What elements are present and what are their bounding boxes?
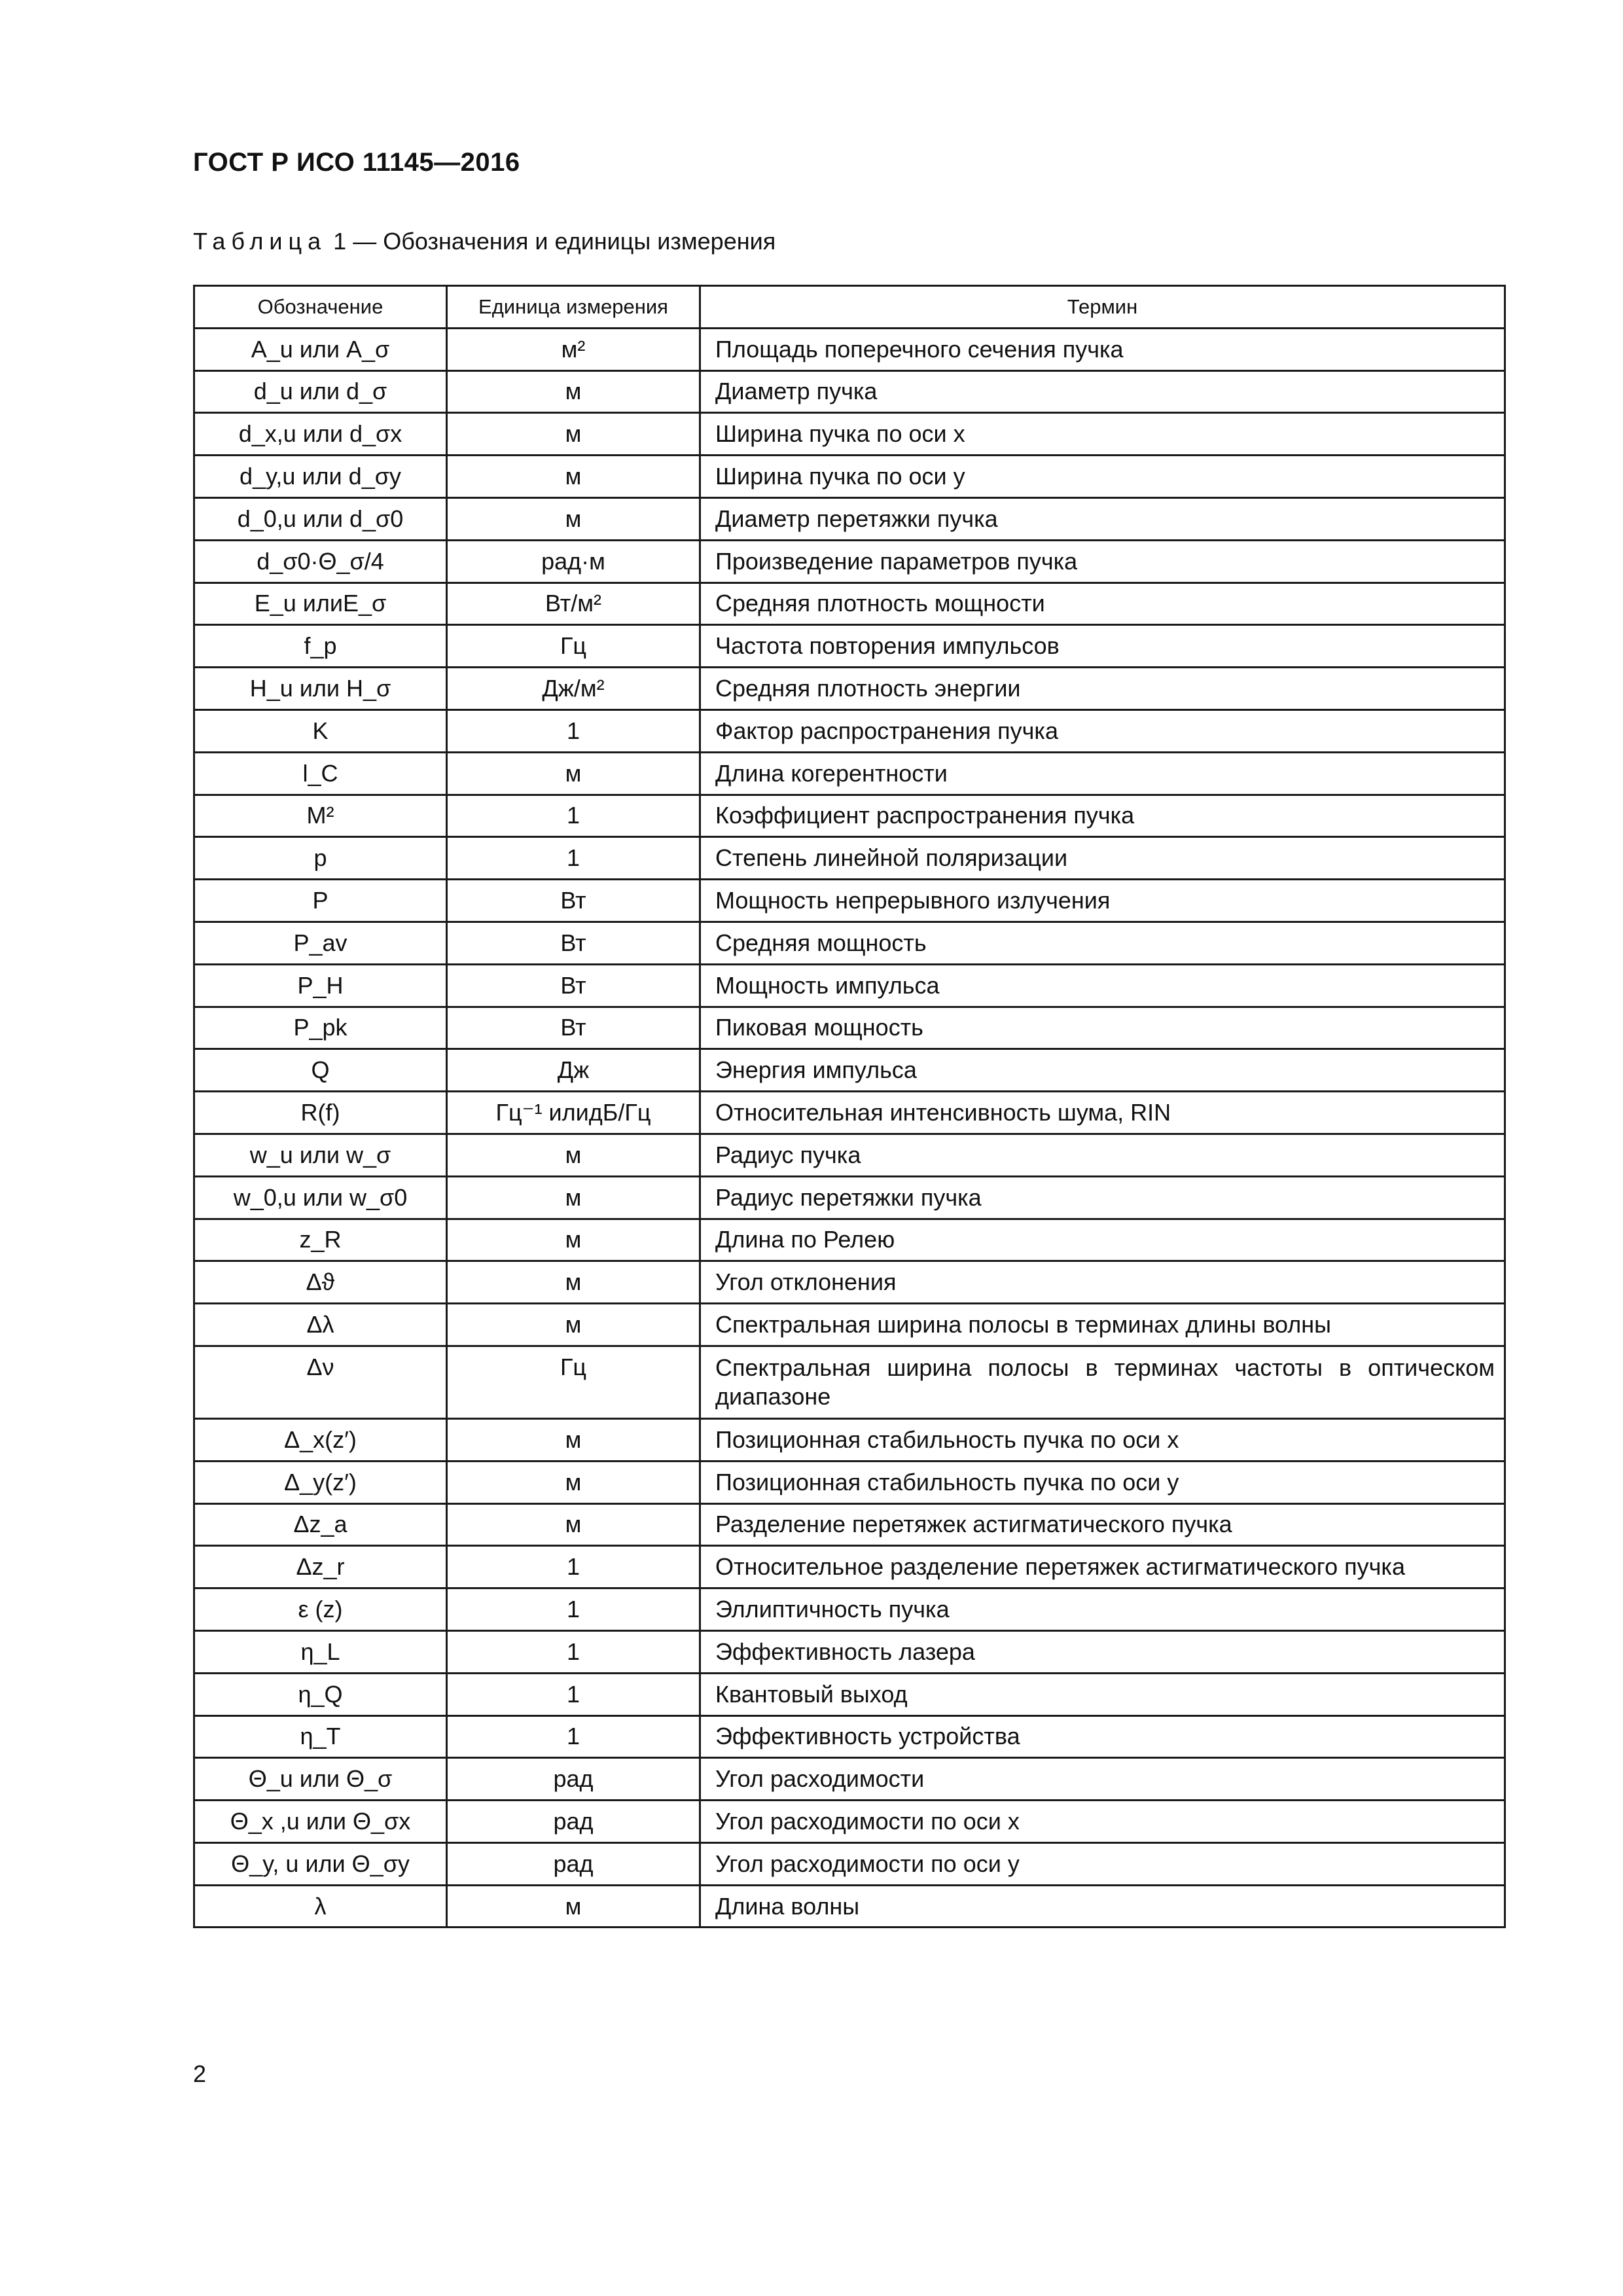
symbol-cell: M² [194, 795, 447, 837]
term-cell: Произведение параметров пучка [700, 540, 1505, 583]
unit-cell: 1 [447, 795, 700, 837]
unit-cell: м [447, 1503, 700, 1546]
table-row [194, 1304, 1505, 1346]
term-cell: Энергия импульса [700, 1049, 1505, 1092]
term-cell: Угол расходимости по оси x [700, 1801, 1505, 1843]
table-row [194, 837, 1505, 880]
column-header-unit: Единица измерения [447, 286, 700, 329]
table-row [194, 1885, 1505, 1928]
symbol-cell: w_0,u или w_σ0 [194, 1176, 447, 1219]
term-cell: Радиус пучка [700, 1134, 1505, 1176]
table-header-row [194, 286, 1505, 329]
symbol-cell: Δ_x(z′) [194, 1418, 447, 1461]
symbol-cell: Δλ [194, 1304, 447, 1346]
symbol-cell: Θ_y, u или Θ_σy [194, 1842, 447, 1885]
term-cell: Мощность импульса [700, 964, 1505, 1007]
symbol-cell: η_T [194, 1715, 447, 1758]
unit-cell: м [447, 1261, 700, 1304]
table-row [194, 752, 1505, 795]
table-row [194, 1219, 1505, 1261]
unit-cell: м [447, 1304, 700, 1346]
unit-cell: м [447, 456, 700, 498]
symbol-cell: K [194, 709, 447, 752]
unit-cell: 1 [447, 1715, 700, 1758]
symbols-units-table [193, 285, 1506, 1928]
table-row [194, 413, 1505, 456]
symbol-cell: P_pk [194, 1007, 447, 1049]
unit-cell: рад [447, 1842, 700, 1885]
unit-cell: м [447, 370, 700, 413]
table-row [194, 1134, 1505, 1176]
unit-cell: м² [447, 328, 700, 370]
symbol-cell: P [194, 880, 447, 922]
unit-cell: Вт/м² [447, 583, 700, 625]
symbol-cell: w_u или w_σ [194, 1134, 447, 1176]
symbol-cell: Δz_r [194, 1546, 447, 1588]
table-row [194, 668, 1505, 710]
symbol-cell: Δ_y(z′) [194, 1461, 447, 1503]
symbol-cell: P_H [194, 964, 447, 1007]
term-cell: Угол расходимости по оси y [700, 1842, 1505, 1885]
term-cell: Относительное разделение перетяжек астигматического пучка [700, 1546, 1505, 1588]
unit-cell: 1 [447, 1630, 700, 1673]
table-row [194, 583, 1505, 625]
table-row [194, 540, 1505, 583]
table-caption [193, 228, 776, 255]
term-cell: Площадь поперечного сечения пучка [700, 328, 1505, 370]
term-cell: Длина по Релею [700, 1219, 1505, 1261]
symbol-cell: ε (z) [194, 1588, 447, 1631]
term-cell: Позиционная стабильность пучка по оси x [700, 1418, 1505, 1461]
symbol-cell: Q [194, 1049, 447, 1092]
term-cell: Длина когерентности [700, 752, 1505, 795]
table-row [194, 1758, 1505, 1801]
term-cell: Радиус перетяжки пучка [700, 1176, 1505, 1219]
table-row [194, 1503, 1505, 1546]
term-cell: Относительная интенсивность шума, RIN [700, 1092, 1505, 1134]
table-row [194, 1546, 1505, 1588]
symbol-cell: Δz_a [194, 1503, 447, 1546]
term-cell: Степень линейной поляризации [700, 837, 1505, 880]
unit-cell: 1 [447, 709, 700, 752]
table-row [194, 795, 1505, 837]
term-cell: Спектральная ширина полосы в терминах длины волны [700, 1304, 1505, 1346]
table-row [194, 1588, 1505, 1631]
term-cell: Длина волны [700, 1885, 1505, 1928]
table-body [194, 328, 1505, 1928]
symbol-cell: Δν [194, 1346, 447, 1418]
unit-cell: рад·м [447, 540, 700, 583]
symbol-cell: Δϑ [194, 1261, 447, 1304]
term-cell: Диаметр перетяжки пучка [700, 497, 1505, 540]
term-cell: Средняя плотность мощности [700, 583, 1505, 625]
symbol-cell: H_u или H_σ [194, 668, 447, 710]
unit-cell: 1 [447, 1588, 700, 1631]
unit-cell: м [447, 1885, 700, 1928]
table-row [194, 1007, 1505, 1049]
unit-cell: м [447, 1461, 700, 1503]
term-cell: Диаметр пучка [700, 370, 1505, 413]
term-cell: Позиционная стабильность пучка по оси y [700, 1461, 1505, 1503]
term-cell: Фактор распространения пучка [700, 709, 1505, 752]
table-row [194, 922, 1505, 964]
unit-cell: 1 [447, 837, 700, 880]
table-row [194, 1715, 1505, 1758]
unit-cell: Дж/м² [447, 668, 700, 710]
table-row [194, 880, 1505, 922]
unit-cell: Вт [447, 922, 700, 964]
unit-cell: м [447, 1134, 700, 1176]
term-cell: Пиковая мощность [700, 1007, 1505, 1049]
term-cell: Угол расходимости [700, 1758, 1505, 1801]
term-cell: Коэффициент распространения пучка [700, 795, 1505, 837]
term-cell: Ширина пучка по оси x [700, 413, 1505, 456]
term-cell: Эффективность лазера [700, 1630, 1505, 1673]
term-cell: Мощность непрерывного излучения [700, 880, 1505, 922]
table-caption-word: Таблица [193, 228, 327, 255]
table-row [194, 328, 1505, 370]
unit-cell: м [447, 497, 700, 540]
table-row [194, 1176, 1505, 1219]
unit-cell: Гц [447, 625, 700, 668]
table-row [194, 1346, 1505, 1418]
unit-cell: м [447, 1418, 700, 1461]
symbol-cell: d_σ0·Θ_σ/4 [194, 540, 447, 583]
unit-cell: м [447, 413, 700, 456]
table-row [194, 370, 1505, 413]
unit-cell: Вт [447, 964, 700, 1007]
term-cell: Разделение перетяжек астигматического пучка [700, 1503, 1505, 1546]
unit-cell: Вт [447, 880, 700, 922]
term-cell: Эффективность устройства [700, 1715, 1505, 1758]
term-cell: Квантовый выход [700, 1673, 1505, 1715]
unit-cell: Вт [447, 1007, 700, 1049]
term-cell: Эллиптичность пучка [700, 1588, 1505, 1631]
symbol-cell: d_u или d_σ [194, 370, 447, 413]
unit-cell: м [447, 1219, 700, 1261]
term-cell: Угол отклонения [700, 1261, 1505, 1304]
symbol-cell: f_p [194, 625, 447, 668]
unit-cell: Гц⁻¹ илидБ/Гц [447, 1092, 700, 1134]
unit-cell: 1 [447, 1546, 700, 1588]
term-cell: Средняя мощность [700, 922, 1505, 964]
table-caption-text: — Обозначения и единицы измерения [353, 228, 776, 255]
table-row [194, 1801, 1505, 1843]
symbol-cell: d_y,u или d_σy [194, 456, 447, 498]
table-row [194, 456, 1505, 498]
table-row [194, 1630, 1505, 1673]
symbol-cell: p [194, 837, 447, 880]
symbol-cell: E_u илиE_σ [194, 583, 447, 625]
unit-cell: Дж [447, 1049, 700, 1092]
table-row [194, 1049, 1505, 1092]
symbol-cell: P_av [194, 922, 447, 964]
unit-cell: Гц [447, 1346, 700, 1418]
table-row [194, 1461, 1505, 1503]
table-row [194, 1092, 1505, 1134]
symbol-cell: Θ_x ,u или Θ_σx [194, 1801, 447, 1843]
table-row [194, 1418, 1505, 1461]
unit-cell: рад [447, 1801, 700, 1843]
unit-cell: м [447, 752, 700, 795]
unit-cell: рад [447, 1758, 700, 1801]
unit-cell: м [447, 1176, 700, 1219]
column-header-term: Термин [700, 286, 1505, 329]
unit-cell: 1 [447, 1673, 700, 1715]
term-cell: Спектральная ширина полосы в терминах частоты в оптическом диапазоне [700, 1346, 1505, 1418]
document-code-header: ГОСТ Р ИСО 11145—2016 [193, 148, 520, 177]
term-cell: Ширина пучка по оси y [700, 456, 1505, 498]
table-row [194, 1842, 1505, 1885]
symbol-cell: η_Q [194, 1673, 447, 1715]
table-caption-number: 1 [333, 228, 347, 255]
table-row [194, 964, 1505, 1007]
symbol-cell: d_x,u или d_σx [194, 413, 447, 456]
symbol-cell: d_0,u или d_σ0 [194, 497, 447, 540]
symbol-cell: z_R [194, 1219, 447, 1261]
symbol-cell: η_L [194, 1630, 447, 1673]
table-row [194, 1261, 1505, 1304]
symbol-cell: A_u или A_σ [194, 328, 447, 370]
symbol-cell: λ [194, 1885, 447, 1928]
column-header-symbol: Обозначение [194, 286, 447, 329]
symbol-cell: l_C [194, 752, 447, 795]
term-cell: Частота повторения импульсов [700, 625, 1505, 668]
table-row [194, 625, 1505, 668]
term-cell: Средняя плотность энергии [700, 668, 1505, 710]
table-row [194, 1673, 1505, 1715]
symbol-cell: R(f) [194, 1092, 447, 1134]
symbol-cell: Θ_u или Θ_σ [194, 1758, 447, 1801]
table-row [194, 497, 1505, 540]
table-row [194, 709, 1505, 752]
page-number: 2 [193, 2060, 207, 2087]
